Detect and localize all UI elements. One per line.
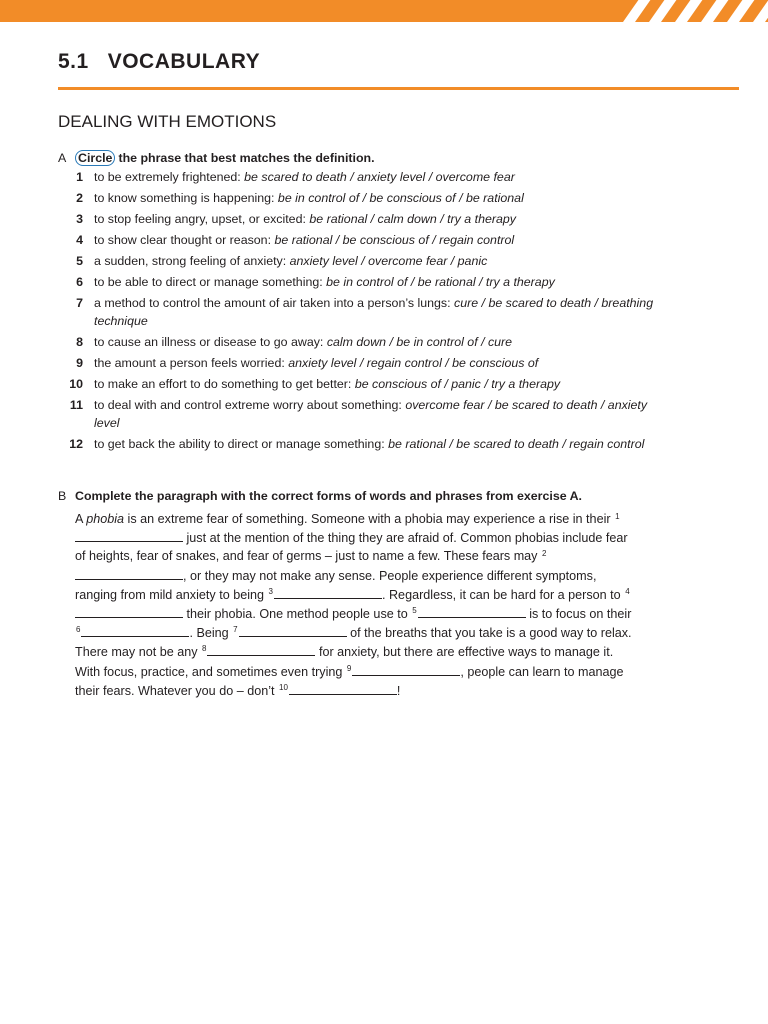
paragraph-italic: phobia bbox=[86, 512, 125, 526]
blank-number: 6 bbox=[76, 625, 81, 635]
stripe-decoration bbox=[619, 0, 653, 22]
item-number: 1 bbox=[76, 170, 83, 184]
lesson-subheading: DEALING WITH EMOTIONS bbox=[58, 112, 277, 131]
item-number: 2 bbox=[76, 191, 83, 205]
paragraph-text: is an extreme fear of something. Someone with a phobia may experience a rise in their bbox=[124, 512, 615, 526]
item-number: 3 bbox=[76, 212, 83, 226]
item-number: 10 bbox=[69, 377, 83, 391]
title-underline bbox=[58, 87, 739, 90]
definition-item bbox=[58, 294, 738, 330]
exercise-letter: B bbox=[58, 489, 67, 503]
paragraph-text: of the breaths that you take is a good way to relax. There may not be any bbox=[75, 626, 632, 660]
stripe-decoration bbox=[671, 0, 705, 22]
definition-item bbox=[58, 375, 738, 393]
item-definition bbox=[94, 396, 654, 432]
answer-blank-8[interactable] bbox=[207, 642, 315, 656]
paragraph-text: . Being bbox=[189, 626, 233, 641]
definition-text: to get back the ability to direct or manage something: bbox=[94, 437, 389, 451]
definition-list bbox=[58, 168, 738, 453]
paragraph-text: is to focus on their bbox=[525, 607, 632, 622]
item-definition bbox=[94, 189, 654, 207]
stripe-decoration bbox=[645, 0, 679, 22]
phrase-options[interactable]: be scared to death / anxiety level / overcome fear bbox=[244, 170, 515, 184]
definition-text: a sudden, strong feeling of anxiety: bbox=[94, 254, 290, 268]
definition-text: to deal with and control extreme worry about something: bbox=[94, 398, 406, 412]
definition-item bbox=[58, 189, 738, 207]
answer-blank-10[interactable] bbox=[289, 681, 397, 695]
top-accent-bar bbox=[0, 0, 768, 22]
phrase-options[interactable]: be rational / be scared to death / regain control bbox=[388, 437, 645, 451]
blank-number: 1 bbox=[615, 512, 620, 521]
cloze-paragraph bbox=[75, 510, 640, 700]
answer-blank-1[interactable] bbox=[75, 528, 183, 542]
phrase-options[interactable]: be rational / be conscious of / regain control bbox=[274, 233, 515, 247]
definition-text: to know something is happening: bbox=[94, 191, 278, 205]
exercise-a bbox=[58, 148, 738, 456]
definition-text: a method to control the amount of air taken into a person’s lungs: bbox=[94, 296, 455, 310]
item-number: 6 bbox=[76, 275, 83, 289]
blank-number: 2 bbox=[541, 549, 547, 559]
blank-number: 10 bbox=[279, 682, 288, 692]
definition-item bbox=[58, 210, 738, 228]
paragraph-text: ! bbox=[396, 683, 401, 698]
blank-number: 4 bbox=[625, 586, 630, 596]
item-definition bbox=[94, 435, 654, 453]
item-number: 4 bbox=[76, 233, 83, 247]
item-definition bbox=[94, 168, 654, 186]
exercise-instruction bbox=[75, 150, 375, 166]
definition-item bbox=[58, 354, 738, 372]
definition-item bbox=[58, 396, 738, 432]
exercise-letter: A bbox=[58, 151, 67, 165]
paragraph-text: just at the mention of the thing they are afraid of. Common phobias include fear of heights, fear of snakes, and fear of germs – just to name a few. These fears may bbox=[75, 531, 628, 564]
paragraph-text: A bbox=[75, 512, 87, 526]
answer-blank-3[interactable] bbox=[274, 585, 382, 599]
phrase-options[interactable]: anxiety level / regain control / be conscious of bbox=[288, 356, 539, 370]
section-number: 5.1 bbox=[58, 50, 89, 73]
phrase-options[interactable]: be conscious of / panic / try a therapy bbox=[354, 377, 561, 391]
exercise-b-header bbox=[58, 486, 738, 506]
answer-blank-9[interactable] bbox=[352, 662, 460, 676]
phrase-options[interactable]: anxiety level / overcome fear / panic bbox=[289, 254, 488, 268]
paragraph-text: , people can learn to manage their fears. Whatever you do – don’t bbox=[75, 664, 624, 698]
exercise-a-header bbox=[58, 148, 738, 168]
exercise-b bbox=[58, 486, 738, 700]
definition-item bbox=[58, 168, 738, 186]
answer-blank-6[interactable] bbox=[81, 623, 189, 637]
answer-blank-7[interactable] bbox=[239, 623, 347, 637]
definition-text: to be able to direct or manage something: bbox=[94, 275, 327, 289]
phrase-options[interactable]: be in control of / be rational / try a therapy bbox=[326, 275, 555, 289]
item-number: 12 bbox=[69, 437, 83, 451]
definition-text: to be extremely frightened: bbox=[94, 170, 245, 184]
item-definition bbox=[94, 354, 654, 372]
item-definition bbox=[94, 375, 654, 393]
definition-item bbox=[58, 333, 738, 351]
paragraph-text: their phobia. One method people use to bbox=[183, 607, 412, 622]
phrase-options[interactable]: calm down / be in control of / cure bbox=[326, 335, 513, 349]
phrase-options[interactable]: be rational / calm down / try a therapy bbox=[309, 212, 516, 226]
circled-word: Circle bbox=[75, 150, 115, 166]
definition-item bbox=[58, 273, 738, 291]
item-number: 11 bbox=[69, 398, 83, 412]
blank-number: 9 bbox=[346, 663, 352, 673]
definition-text: the amount a person feels worried: bbox=[94, 356, 289, 370]
instruction-text: the phrase that best matches the definition. bbox=[118, 151, 375, 165]
phrase-options[interactable]: be in control of / be conscious of / be rational bbox=[277, 191, 524, 205]
item-definition bbox=[94, 273, 654, 291]
definition-text: to show clear thought or reason: bbox=[94, 233, 275, 247]
blank-number: 8 bbox=[202, 644, 207, 654]
definition-item bbox=[58, 231, 738, 249]
section-name: VOCABULARY bbox=[107, 50, 261, 73]
paragraph-text: , or they may not make any sense. People experience different symptoms, ranging from mild anxiety to being bbox=[75, 568, 597, 602]
blank-number: 7 bbox=[233, 625, 238, 635]
definition-item bbox=[58, 435, 738, 453]
item-definition bbox=[94, 333, 654, 351]
item-definition bbox=[94, 252, 654, 270]
blank-number: 5 bbox=[412, 606, 417, 616]
item-definition bbox=[94, 231, 654, 249]
paragraph-text: . Regardless, it can be hard for a person to bbox=[381, 587, 625, 602]
item-number: 9 bbox=[76, 356, 83, 370]
definition-item bbox=[58, 252, 738, 270]
paragraph-text: for anxiety, but there are effective ways to manage it. With focus, practice, and sometimes even trying bbox=[75, 645, 614, 679]
item-number: 8 bbox=[76, 335, 83, 349]
item-number: 5 bbox=[76, 254, 83, 268]
section-title bbox=[58, 50, 260, 74]
definition-text: to cause an illness or disease to go away: bbox=[94, 335, 327, 349]
stripe-decoration bbox=[723, 0, 757, 22]
item-definition bbox=[94, 210, 654, 228]
item-definition bbox=[94, 294, 654, 330]
phrase-options[interactable]: overcome fear / be scared to death / anxiety level bbox=[94, 398, 648, 430]
answer-blank-2[interactable] bbox=[75, 566, 183, 580]
exercise-instruction: Complete the paragraph with the correct forms of words and phrases from exercise A. bbox=[75, 489, 582, 503]
phrase-options[interactable]: cure / be scared to death / breathing technique bbox=[94, 296, 654, 328]
item-number: 7 bbox=[76, 296, 83, 310]
blank-number: 3 bbox=[268, 586, 273, 596]
definition-text: to stop feeling angry, upset, or excited: bbox=[94, 212, 310, 226]
answer-blank-5[interactable] bbox=[418, 604, 526, 618]
definition-text: to make an effort to do something to get better: bbox=[94, 377, 355, 391]
stripe-decoration bbox=[697, 0, 731, 22]
answer-blank-4[interactable] bbox=[75, 604, 183, 618]
